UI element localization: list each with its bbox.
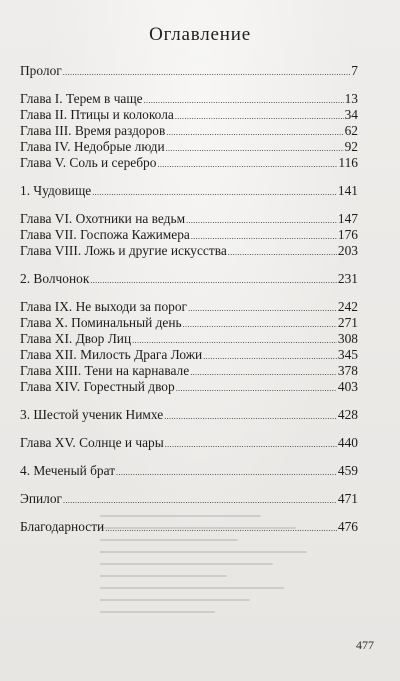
- page-title: Оглавление: [149, 24, 251, 45]
- toc-entry-chapter-7: [20, 227, 358, 243]
- toc-entry-prologue: [20, 63, 358, 79]
- toc-entry-label: Глава X. Поминальный день: [20, 315, 182, 330]
- toc-entry-part-3: [20, 407, 358, 423]
- toc-entry-label: Глава VII. Госпожа Кажимера: [20, 227, 190, 242]
- dot-leader: [176, 379, 337, 397]
- toc-entry-acknowledgements: [20, 519, 358, 535]
- dot-leader: [90, 271, 337, 289]
- toc-entry-chapter-3: [20, 123, 358, 139]
- toc-entry-label: Глава XI. Двор Лиц: [20, 331, 132, 346]
- toc-entry-epilogue: [20, 491, 358, 507]
- toc-entry-page: 242: [337, 299, 358, 314]
- toc-entry-page: 271: [337, 315, 358, 330]
- toc-entry-label: Пролог: [20, 63, 62, 78]
- toc-entry-chapter-8: [20, 243, 358, 259]
- toc-entry-chapter-12: [20, 347, 358, 363]
- toc-entry-chapter-4: [20, 139, 358, 155]
- table-of-contents: [20, 63, 358, 535]
- page-number: 477: [356, 638, 374, 652]
- toc-entry-chapter-14: [20, 379, 358, 395]
- toc-entry-chapter-1: [20, 91, 358, 107]
- dot-leader: [92, 183, 337, 201]
- toc-entry-label: 2. Волчонок: [20, 271, 90, 286]
- toc-entry-page: 378: [337, 363, 358, 378]
- toc-entry-chapter-11: [20, 331, 358, 347]
- toc-entry-label: 1. Чудовище: [20, 183, 92, 198]
- toc-entry-label: Глава XII. Милость Драга Ложи: [20, 347, 203, 362]
- toc-entry-page: 141: [337, 183, 358, 198]
- toc-entry-page: 403: [337, 379, 358, 394]
- dot-leader: [164, 407, 337, 425]
- toc-entry-chapter-2: [20, 107, 358, 123]
- dot-leader: [63, 491, 337, 509]
- toc-entry-part-1: [20, 183, 358, 199]
- toc-entry-label: Глава V. Соль и серебро: [20, 155, 157, 170]
- toc-entry-page: 345: [337, 347, 358, 362]
- toc-entry-label: 3. Шестой ученик Нимхе: [20, 407, 164, 422]
- dot-leader: [63, 63, 351, 81]
- toc-entry-label: Глава VIII. Ложь и другие искусства: [20, 243, 227, 258]
- toc-entry-label: Глава I. Терем в чаще: [20, 91, 143, 106]
- toc-entry-page: 34: [344, 107, 358, 122]
- dot-leader: [165, 435, 337, 453]
- toc-entry-page: 459: [337, 463, 358, 478]
- toc-entry-page: 176: [337, 227, 358, 242]
- dot-leader: [105, 519, 337, 537]
- toc-entry-page: 440: [337, 435, 358, 450]
- toc-entry-chapter-5: [20, 155, 358, 171]
- toc-entry-label: Глава XV. Солнце и чары: [20, 435, 164, 450]
- toc-entry-page: 428: [337, 407, 358, 422]
- toc-entry-label: Глава IX. Не выходи за порог: [20, 299, 188, 314]
- toc-entry-part-4: [20, 463, 358, 479]
- toc-entry-label: 4. Меченый брат: [20, 463, 116, 478]
- toc-entry-chapter-10: [20, 315, 358, 331]
- dot-leader: [116, 463, 337, 481]
- toc-entry-page: 62: [344, 123, 358, 138]
- toc-entry-page: 7: [351, 63, 358, 78]
- toc-entry-page: 147: [337, 211, 358, 226]
- toc-entry-page: 116: [338, 155, 358, 170]
- toc-entry-label: Глава VI. Охотники на ведьм: [20, 211, 186, 226]
- toc-entry-label: Глава XIV. Горестный двор: [20, 379, 175, 394]
- toc-entry-label: Благодарности: [20, 519, 105, 534]
- toc-entry-chapter-15: [20, 435, 358, 451]
- toc-entry-chapter-6: [20, 211, 358, 227]
- toc-entry-page: 13: [344, 91, 358, 106]
- toc-entry-page: 92: [344, 139, 358, 154]
- toc-entry-page: 231: [337, 271, 358, 286]
- toc-entry-part-2: [20, 271, 358, 287]
- dot-leader: [228, 243, 337, 261]
- toc-entry-label: Эпилог: [20, 491, 63, 506]
- toc-entry-label: Глава XIII. Тени на карнавале: [20, 363, 190, 378]
- toc-entry-page: 203: [337, 243, 358, 258]
- toc-entry-label: Глава II. Птицы и колокола: [20, 107, 174, 122]
- toc-entry-chapter-13: [20, 363, 358, 379]
- toc-entry-label: Глава IV. Недобрые люди: [20, 139, 165, 154]
- toc-entry-page: 476: [337, 519, 358, 534]
- toc-entry-label: Глава III. Время раздоров: [20, 123, 166, 138]
- toc-entry-page: 308: [337, 331, 358, 346]
- toc-entry-chapter-9: [20, 299, 358, 315]
- dot-leader: [157, 155, 337, 173]
- toc-entry-page: 471: [337, 491, 358, 506]
